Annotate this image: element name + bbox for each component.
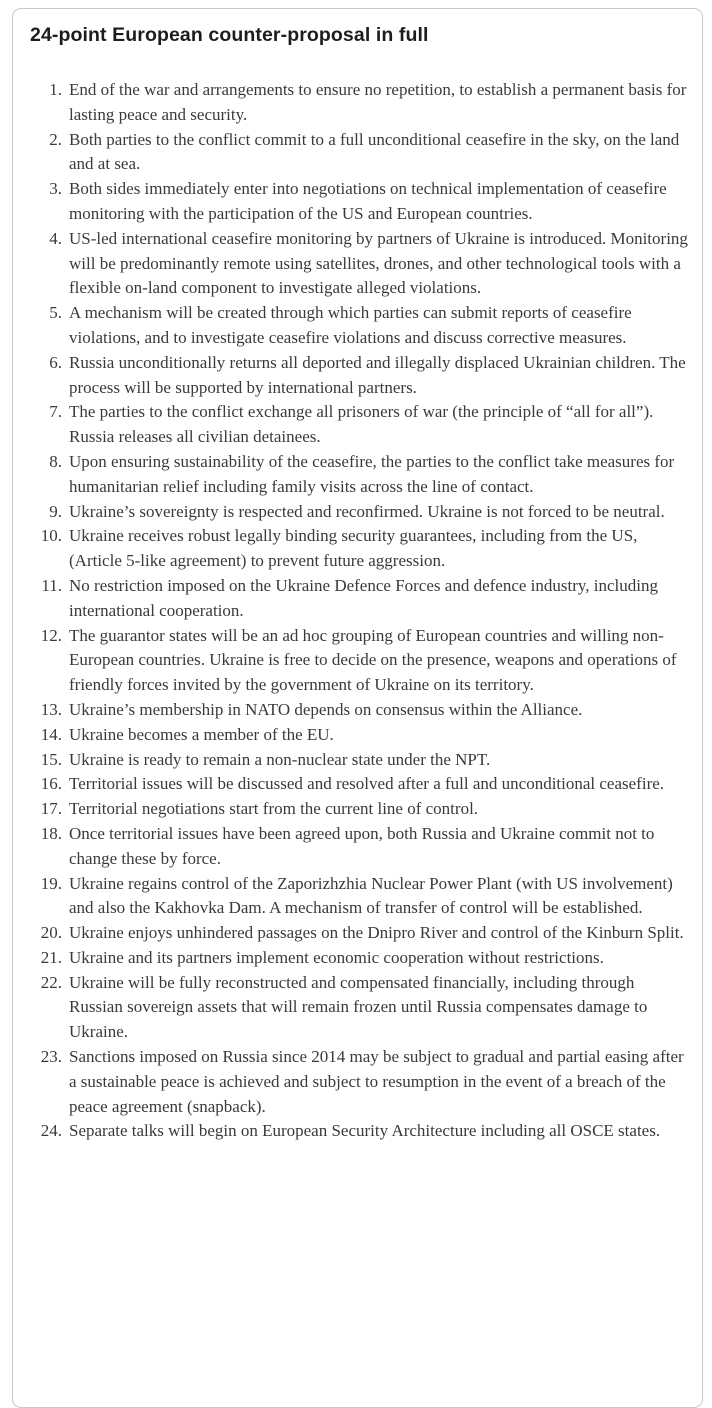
list-item [30,574,690,624]
list-item-number: 2. [49,129,62,149]
list-item [30,450,690,500]
list-item [30,1045,690,1119]
list-item [30,797,690,822]
list-item-number: 7. [49,402,62,422]
list-item [30,872,690,922]
list-item-number: 19. [40,873,62,893]
list-item-text: A mechanism will be created through which parties can submit reports of ceasefire violations, and to investigate ceasefire violations and discuss corrective measures. [69,303,632,347]
list-item-text: Ukraine’s sovereignty is respected and reconfirmed. Ukraine is not forced to be neutral. [69,501,665,521]
list-item-number: 8. [49,451,62,471]
list-item-number: 14. [40,724,62,744]
list-item-text: Separate talks will begin on European Security Architecture including all OSCE states. [69,1121,661,1141]
proposal-list [30,78,690,1144]
list-item [30,971,690,1045]
list-item-number: 9. [49,501,62,521]
list-item-number: 4. [49,228,62,248]
list-item-text: Sanctions imposed on Russia since 2014 may be subject to gradual and partial easing after a sustainable peace is achieved and subject to resumption in the event of a breach of the peace agreement (snapback). [69,1047,684,1116]
list-item [30,78,690,128]
list-item-number: 12. [40,625,62,645]
list-item-number: 21. [40,947,62,967]
list-item-number: 13. [40,699,62,719]
list-item [30,524,690,574]
list-item-text: Territorial issues will be discussed and resolved after a full and unconditional ceasefire. [69,774,665,794]
list-item-text: Ukraine enjoys unhindered passages on the Dnipro River and control of the Kinburn Split. [69,923,684,943]
list-item-number: 11. [41,575,62,595]
list-item-number: 23. [40,1047,62,1067]
card-title: 24-point European counter-proposal in full [30,24,429,46]
list-item-number: 6. [49,352,62,372]
list-item-text: Ukraine’s membership in NATO depends on consensus within the Alliance. [69,699,583,719]
list-item [30,822,690,872]
list-item-text: No restriction imposed on the Ukraine Defence Forces and defence industry, including international cooperation. [69,575,658,620]
list-item [30,500,690,525]
list-item-number: 10. [40,526,62,546]
list-item-text: Ukraine receives robust legally binding security guarantees, including from the US, (Article 5-like agreement) to prevent future aggression. [69,526,638,571]
list-item [30,227,690,301]
list-item-number: 16. [40,774,62,794]
list-item [30,177,690,227]
list-item-text: Upon ensuring sustainability of the ceasefire, the parties to the conflict take measures for humanitarian relief including family visits across the line of contact. [69,451,675,496]
list-item-number: 20. [40,923,62,943]
list-item-text: Territorial negotiations start from the current line of control. [69,799,479,819]
list-item [30,351,690,401]
list-item [30,748,690,773]
proposal-card [12,8,703,1408]
list-item-text: US-led international ceasefire monitoring by partners of Ukraine is introduced. Monitoring will be predominantly remote using satellites, drones, and other technological tools with a flexible on-land component to investigate alleged violations. [69,228,688,298]
list-item-text: Ukraine regains control of the Zaporizhzhia Nuclear Power Plant (with US involvement) and also the Kakhovka Dam. A mechanism of transfer of control will be established. [69,873,673,918]
list-item-text: Both parties to the conflict commit to a full unconditional ceasefire in the sky, on the land and at sea. [69,129,680,174]
list-item [30,946,690,971]
list-item-text: The guarantor states will be an ad hoc grouping of European countries and willing non-European countries. Ukraine is free to decide on the presence, weapons and operations of friendly forces invited by the government of Ukraine on its territory. [69,625,677,695]
list-item-number: 1. [49,80,62,99]
list-item [30,128,690,178]
list-item-number: 15. [40,749,62,769]
list-item-number: 17. [40,799,62,819]
list-item-text: Ukraine will be fully reconstructed and compensated financially, including through Russian sovereign assets that will remain frozen until Russia compensates damage to Ukraine. [69,972,648,1042]
list-item-text: Ukraine is ready to remain a non-nuclear state under the NPT. [69,749,491,769]
list-item-number: 24. [40,1121,62,1141]
list-item-number: 22. [40,972,62,992]
list-item-number: 5. [49,303,62,323]
list-item [30,301,690,351]
list-item [30,772,690,797]
list-item [30,723,690,748]
list-item-text: Once territorial issues have been agreed upon, both Russia and Ukraine commit not to change these by force. [69,823,655,868]
list-item-text: Russia unconditionally returns all deported and illegally displaced Ukrainian children. The process will be supported by international partners. [69,352,686,397]
list-item [30,921,690,946]
list-item [30,400,690,450]
list-item [30,1119,690,1144]
list-item-number: 3. [49,179,62,199]
list-item-text: The parties to the conflict exchange all prisoners of war (the principle of “all for all”). Russia releases all civilian detainees. [69,402,654,447]
list-item-text: Both sides immediately enter into negotiations on technical implementation of ceasefire monitoring with the participation of the US and European countries. [69,179,667,223]
list-item-text: Ukraine becomes a member of the EU. [69,724,334,744]
list-item [30,624,690,698]
list-item-text: Ukraine and its partners implement economic cooperation without restrictions. [69,947,604,967]
list-item-number: 18. [40,823,62,843]
list-item [30,698,690,723]
list-item-text: End of the war and arrangements to ensure no repetition, to establish a permanent basis for lasting peace and security. [69,80,687,124]
